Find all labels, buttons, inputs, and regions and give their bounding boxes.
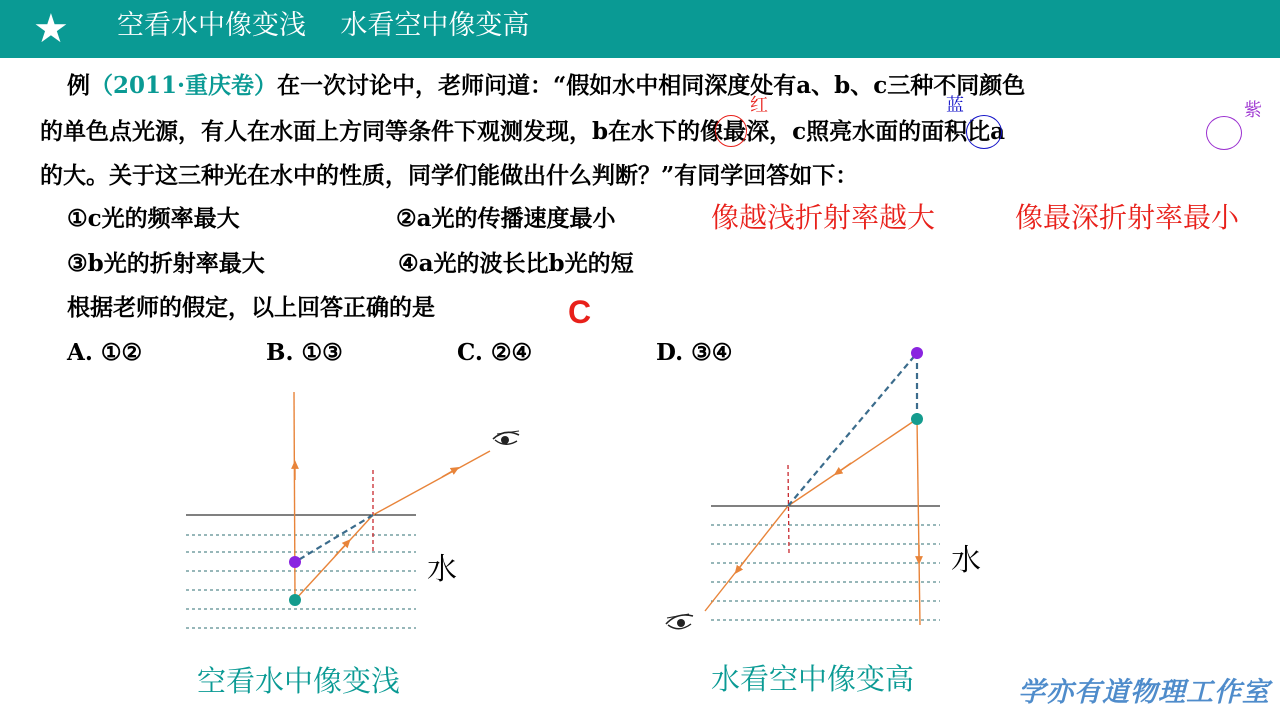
watermark: 学亦有道物理工作室: [1018, 677, 1270, 708]
incident-ray-right: [788, 419, 917, 506]
highlight-circle-a: [1206, 116, 1242, 150]
slide-title: 空看水中像变浅 水看空中像变高: [117, 10, 530, 41]
note-shallow: 像越浅折射率越大: [711, 201, 936, 234]
tag-blue: 蓝: [946, 95, 964, 116]
eye-icon: [666, 614, 693, 629]
image-point-right: [911, 347, 923, 359]
tag-purple: 紫: [1244, 100, 1262, 121]
eye-icon: [493, 431, 519, 444]
statement-4: ④a光的波长比b光的短: [398, 250, 634, 277]
normal-line-right: [788, 465, 789, 553]
question-line-1: 例（2011·重庆卷）在一次讨论中，老师问道：“假如水中相同深度处有a、b、c三种不同颜色: [67, 72, 1026, 99]
vertical-ray-right: [917, 419, 920, 625]
highlight-circle-c: [966, 115, 1002, 149]
star-icon: ★: [33, 6, 69, 52]
tag-red: 红: [750, 95, 768, 116]
left-caption: 空看水中像变浅: [197, 664, 401, 698]
highlight-circle-b: [715, 115, 747, 147]
choice-a: A. ①②: [67, 339, 143, 366]
water-label-left: 水: [427, 552, 457, 587]
title-bar: [0, 0, 1280, 58]
object-point: [289, 594, 301, 606]
virtual-extension: [295, 515, 373, 562]
statement-1: ①c光的频率最大: [67, 205, 240, 232]
water-lines: [186, 535, 416, 628]
virtual-extension-right: [788, 353, 917, 506]
choice-d: D. ③④: [656, 339, 733, 366]
light-c-label: c: [792, 118, 807, 145]
question-citation: （2011·重庆卷）: [90, 72, 278, 99]
question-prompt: 根据老师的假定，以上回答正确的是: [67, 294, 435, 321]
left-diagram: [180, 380, 540, 640]
right-caption: 水看空中像变高: [711, 662, 915, 696]
note-deep: 像最深折射率最小: [1015, 201, 1240, 234]
image-point: [289, 556, 301, 568]
statement-3: ③b光的折射率最大: [67, 250, 265, 277]
water-label-right: 水: [951, 543, 981, 578]
question-line-2: 的单色点光源，有人在水面上方同等条件下观测发现，b在水下的像最深，c照亮水面的面积比a: [40, 118, 1006, 145]
question-line-3: 的大。关于这三种光在水中的性质，同学们能做出什么判断？”有同学回答如下：: [40, 162, 859, 189]
choice-b: B. ①③: [266, 339, 343, 366]
light-a-label: a: [990, 118, 1006, 145]
choice-c: C. ②④: [457, 339, 533, 366]
vertical-ray: [294, 392, 295, 600]
emergent-ray: [373, 451, 490, 515]
object-point-right: [911, 413, 923, 425]
water-lines-right: [711, 525, 940, 620]
answer-mark: C: [568, 294, 592, 330]
incident-ray: [295, 515, 373, 600]
statement-2: ②a光的传播速度最小: [396, 205, 616, 232]
right-diagram: [655, 335, 955, 645]
light-b-label: b: [592, 118, 609, 145]
